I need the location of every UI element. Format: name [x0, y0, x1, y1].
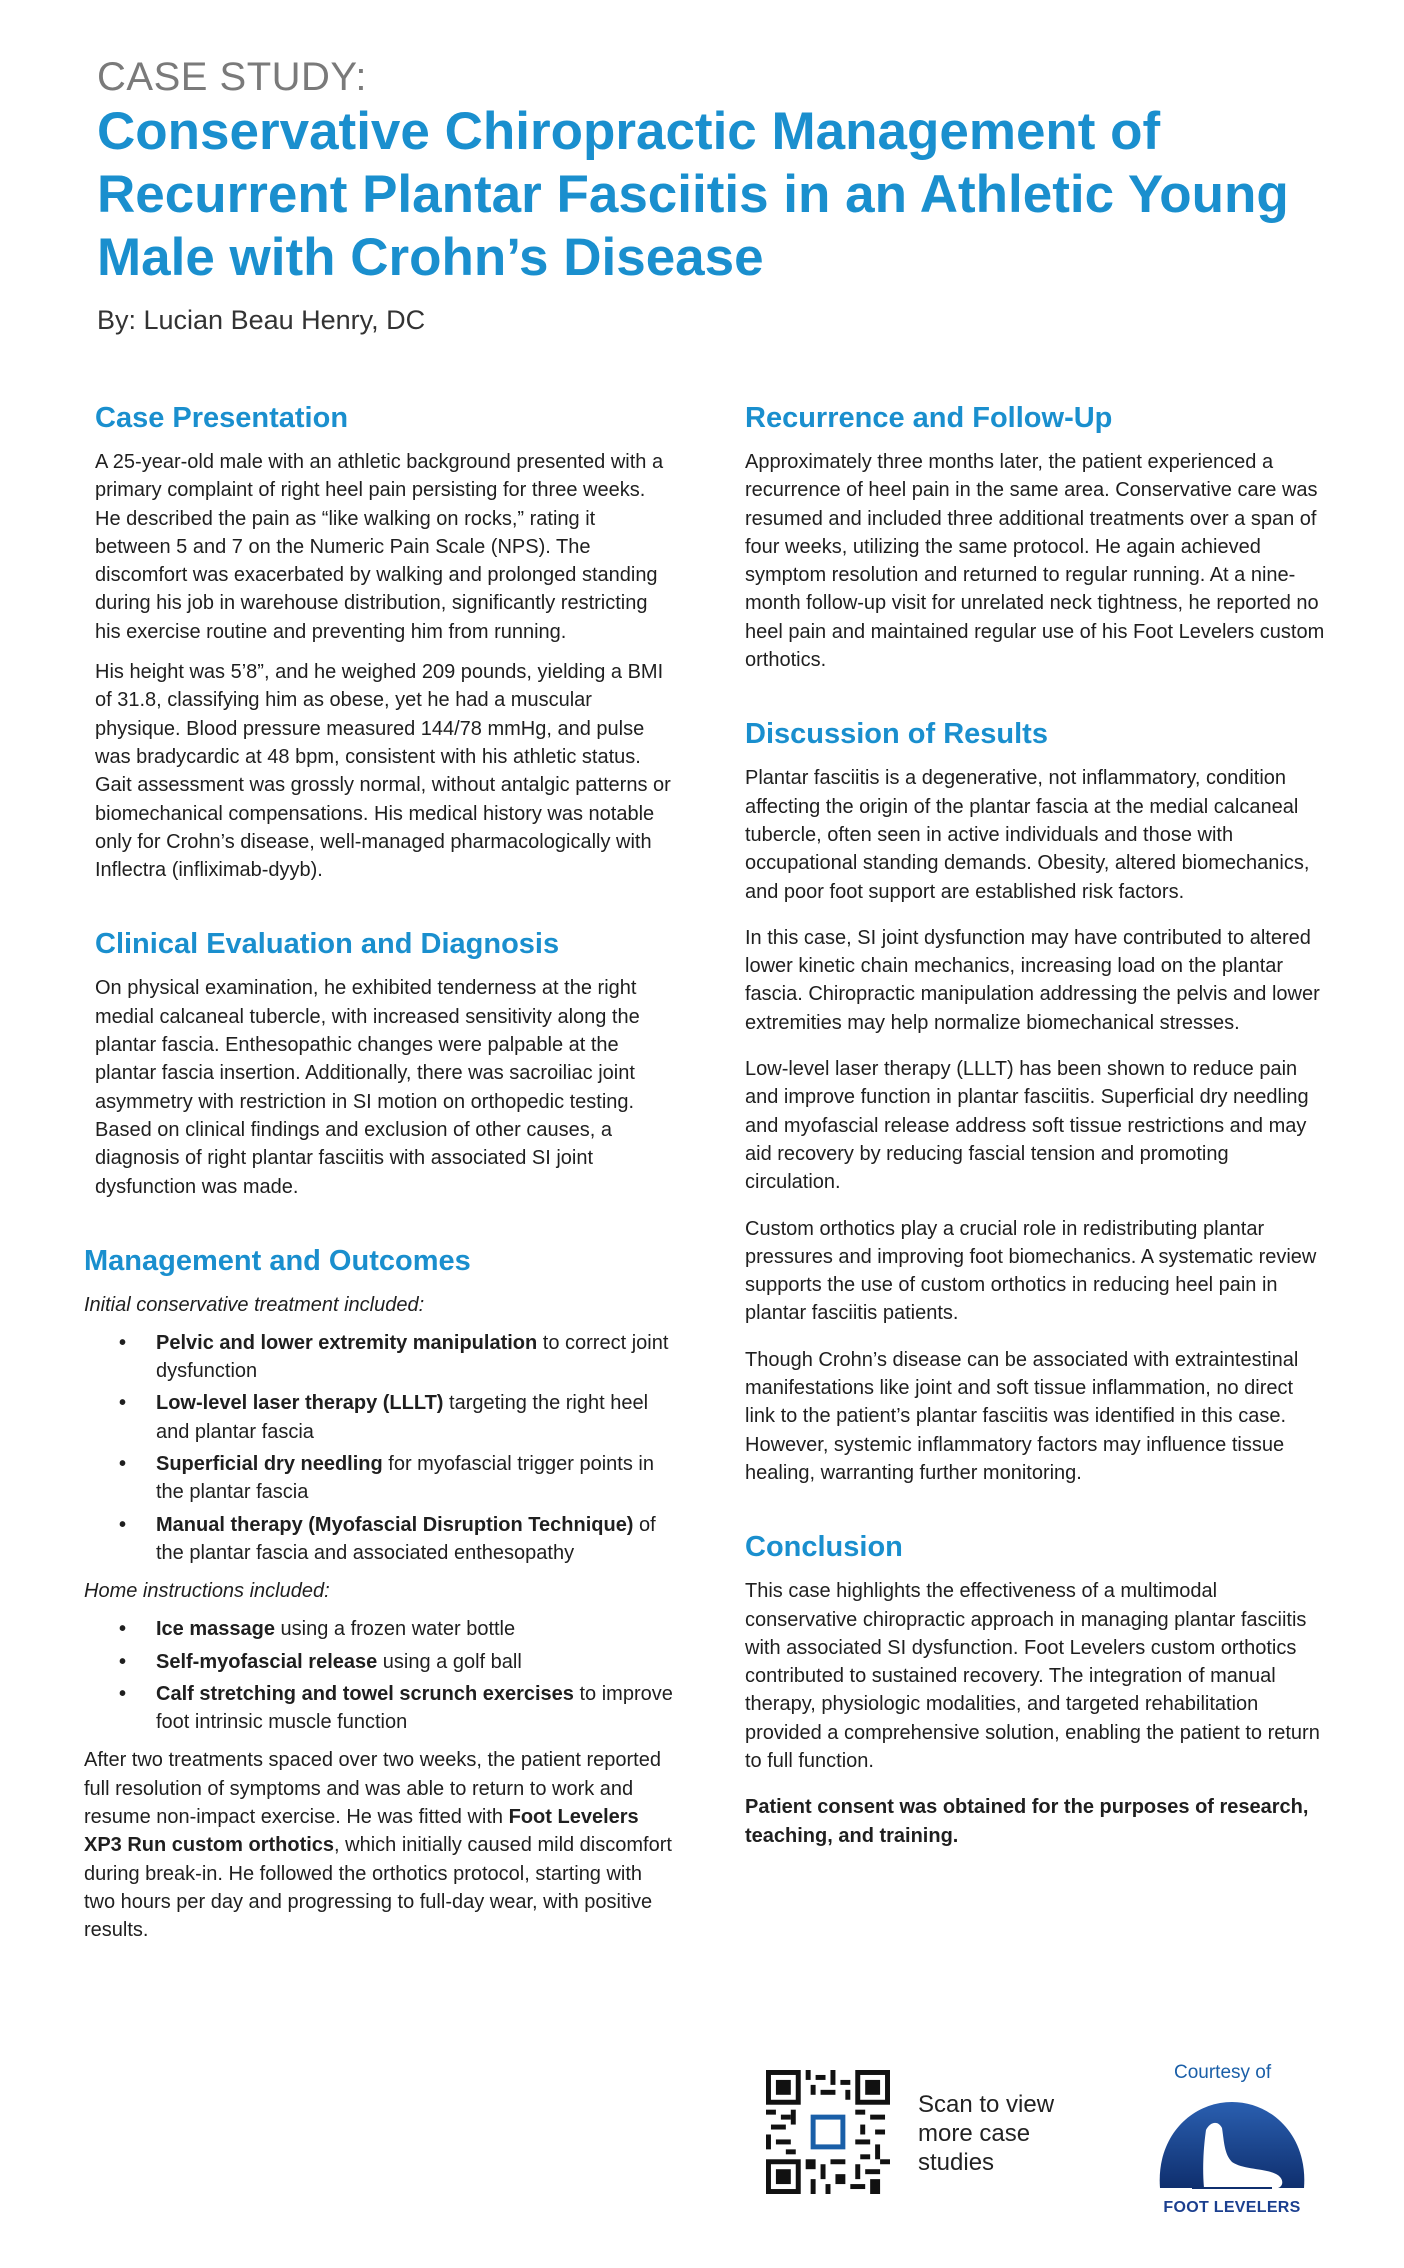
list-item: • Manual therapy (Myofascial Disruption Technique) of the plantar fascia and associated enthesopathy — [84, 1511, 675, 1568]
list-item: • Self-myofascial release using a golf ball — [84, 1648, 675, 1676]
consent-statement: Patient consent was obtained for the purposes of research, teaching, and training. — [745, 1796, 1309, 1847]
paragraph: Custom orthotics play a crucial role in redistributing plantar pressures and improving foot biomechanics. A systematic review supports the use of custom orthotics in reducing heel pain in plantar fasciitis patients. — [745, 1217, 1317, 1325]
conclusion-section — [745, 1529, 1325, 1850]
home-instructions-list — [84, 1615, 675, 1736]
foot-levelers-logo — [1152, 2096, 1312, 2217]
case-presentation-section — [95, 400, 675, 884]
paragraph: On physical examination, he exhibited tenderness at the right medial calcaneal tubercle, with increased sensitivity along the plantar fascia. Enthesopathic changes were palpable at the plantar fascia insertion. Additionally, there was sacroiliac joint asymmetry with restriction in SI motion on orthopedic testing. Based on clinical findings and exclusion of other causes, a diagnosis of right plantar fasciitis with associated SI joint dysfunction was made. — [95, 977, 640, 1198]
clinical-evaluation-section — [95, 926, 675, 1200]
section-heading: Recurrence and Follow-Up — [745, 402, 1113, 434]
paragraph: Though Crohn’s disease can be associated with extraintestinal manifestations like joint and soft tissue inflammation, no direct link to the patient’s plantar fasciitis was identified in this case. However, systemic inflammatory factors may influence tissue healing, warranting further monitoring. — [745, 1348, 1299, 1484]
logo-wordmark: FOOT LEVELERS — [1163, 2199, 1301, 2216]
right-column — [745, 400, 1325, 1892]
recurrence-section — [745, 400, 1325, 674]
case-study-kicker: CASE STUDY: — [97, 55, 368, 99]
management-section — [84, 1243, 675, 1945]
paragraph: Plantar fasciitis is a degenerative, not inflammatory, condition affecting the origin of the plantar fascia at the medial calcaneal tubercle, often seen in active individuals and those with occupational standing demands. Obesity, altered biomechanics, and poor foot support are established risk factors. — [745, 767, 1310, 903]
paragraph: In this case, SI joint dysfunction may have contributed to altered lower kinetic chain mechanics, increasing load on the plantar fascia. Chiropractic manipulation addressing the pelvis and lower extremities may help normalize biomechanical stresses. — [745, 926, 1320, 1034]
section-heading: Management and Outcomes — [84, 1244, 471, 1277]
list-item: • Superficial dry needling for myofascial trigger points in the plantar fascia — [84, 1450, 675, 1507]
byline: By: Lucian Beau Henry, DC — [97, 305, 426, 335]
foot-logo-icon — [1152, 2096, 1312, 2192]
section-heading: Conclusion — [745, 1531, 903, 1564]
list-item: • Ice massage using a frozen water bottle — [84, 1615, 675, 1643]
paragraph: This case highlights the effectiveness of a multimodal conservative chiropractic approach in managing plantar fasciitis with associated SI dysfunction. Foot Levelers custom orthotics contributed to sustained recovery. The integration of manual therapy, physiologic modalities, and targeted rehabilitation provided a comprehensive solution, enabling the patient to return to full function. — [745, 1580, 1320, 1772]
paragraph: His height was 5’8”, and he weighed 209 pounds, yielding a BMI of 31.8, classifying him as obese, yet he had a muscular physique. Blood pressure measured 144/78 mmHg, and pulse was bradycardic at 48 bpm, consistent with his athletic status. Gait assessment was grossly normal, without antalgic patterns or biomechanical compensations. His medical history was notable only for Crohn’s disease, well-managed pharmacologically with Inflectra (infliximab-dyyb). — [95, 661, 671, 882]
courtesy-label: Courtesy of — [1174, 2062, 1272, 2083]
page-title: Conservative Chiropractic Management of Recurrent Plantar Fasciitis in an Athletic Young Male with Crohn’s Disease — [97, 102, 1289, 287]
header — [97, 54, 1337, 336]
orthotics-product-name: Foot Levelers XP3 Run custom orthotics — [84, 1805, 639, 1857]
paragraph: Approximately three months later, the patient experienced a recurrence of heel pain in the same area. Conservative care was resumed and included three additional treatments over a span of four weeks, utilizing the same protocol. He again achieved symptom resolution and returned to regular running. At a nine-month follow-up visit for unrelated neck tightness, he reported no heel pain and maintained regular use of his Foot Levelers custom orthotics. — [745, 451, 1325, 672]
paragraph: A 25-year-old male with an athletic background presented with a primary complaint of right heel pain persisting for three weeks. He described the pain as “like walking on rocks,” rating it between 5 and 7 on the Numeric Pain Scale (NPS). The discomfort was exacerbated by walking and prolonged standing during his job in warehouse distribution, significantly restricting his exercise routine and preventing him from running. — [95, 451, 664, 643]
outcome-paragraph: After two treatments spaced over two weeks, the patient reported full resolution of symptoms and was able to return to work and resume non-impact exercise. He was fitted with Foot Levelers XP3 Run custom orthotics, which initially caused mild discomfort during break-in. He followed the orthotics protocol, starting with two hours per day and progressing to full-day wear, with positive results. — [84, 1749, 672, 1942]
qr-code[interactable] — [766, 2070, 890, 2194]
discussion-section — [745, 716, 1325, 1487]
list-item: • Low-level laser therapy (LLLT) targeting the right heel and plantar fascia — [84, 1389, 675, 1446]
list-item: • Pelvic and lower extremity manipulation to correct joint dysfunction — [84, 1329, 675, 1386]
initial-treatment-list — [84, 1329, 675, 1567]
section-heading: Clinical Evaluation and Diagnosis — [95, 928, 560, 961]
section-heading: Case Presentation — [95, 402, 349, 434]
list-item: • Calf stretching and towel scrunch exercises to improve foot intrinsic muscle function — [84, 1680, 675, 1737]
left-column — [84, 400, 675, 1986]
initial-treatment-label: Initial conservative treatment included: — [84, 1293, 425, 1316]
paragraph: Low-level laser therapy (LLLT) has been shown to reduce pain and improve function in plantar fasciitis. Superficial dry needling and myofascial release address soft tissue restrictions and may aid recovery by reducing fascial tension and promoting circulation. — [745, 1058, 1309, 1194]
footer — [760, 2060, 1360, 2220]
home-instructions-label: Home instructions included: — [84, 1580, 330, 1603]
section-heading: Discussion of Results — [745, 718, 1048, 751]
scan-prompt: Scan to view more case studies — [918, 2091, 1055, 2176]
